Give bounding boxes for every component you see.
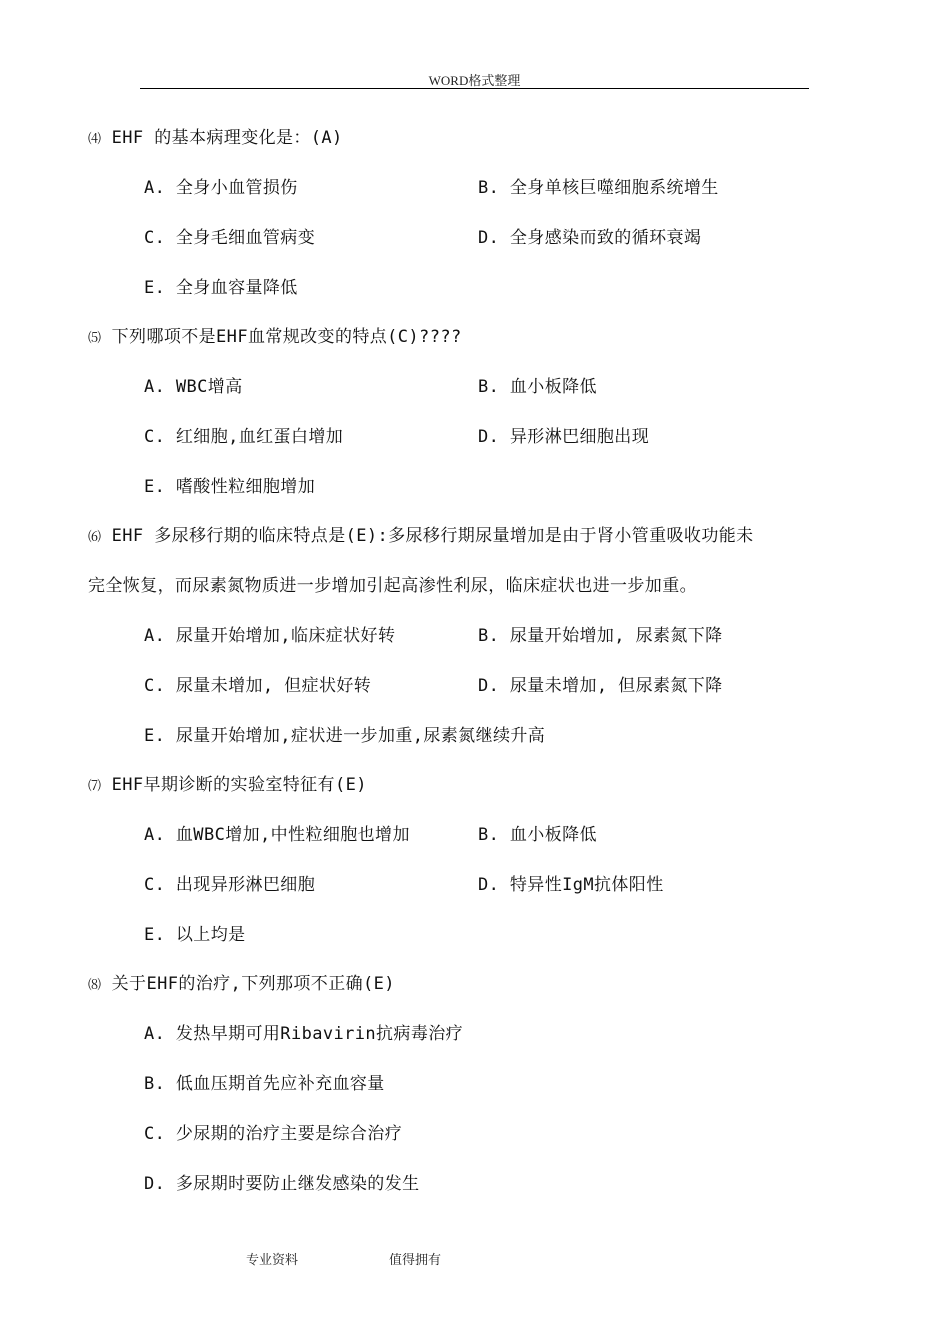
question-text: EHF 多尿移行期的临床特点是(E):多尿移行期尿量增加是由于肾小管重吸收功能未 (101, 526, 754, 546)
footer-left: 专业资料 (246, 1253, 299, 1268)
option-c: C. 全身毛细血管病变 (144, 228, 316, 248)
option-a: A. WBC增高 (144, 377, 243, 397)
option-d: D. 全身感染而致的循环衰竭 (478, 228, 702, 248)
question-number: ⑻ (88, 978, 102, 993)
option-d: D. 特异性IgM抗体阳性 (478, 875, 664, 895)
question-6 (88, 526, 754, 548)
question-8 (88, 974, 395, 996)
option-e: E. 以上均是 (144, 925, 246, 945)
option-d: D. 多尿期时要防止继发感染的发生 (144, 1174, 420, 1194)
option-c: C. 红细胞,血红蛋白增加 (144, 427, 344, 447)
question-7 (88, 775, 367, 797)
option-b: B. 血小板降低 (478, 377, 597, 397)
option-a: A. 全身小血管损伤 (144, 178, 298, 198)
option-b: B. 全身单核巨噬细胞系统增生 (478, 178, 719, 198)
question-text-continuation: 完全恢复，而尿素氮物质进一步增加引起高渗性利尿，临床症状也进一步加重。 (88, 576, 697, 596)
question-number: ⑺ (88, 779, 102, 794)
question-5 (88, 327, 462, 349)
option-e: E. 全身血容量降低 (144, 278, 298, 298)
option-b: B. 血小板降低 (478, 825, 597, 845)
option-a: A. 尿量开始增加,临床症状好转 (144, 626, 396, 646)
option-c: C. 尿量未增加, 但症状好转 (144, 676, 372, 696)
option-d: D. 尿量未增加, 但尿素氮下降 (478, 676, 723, 696)
question-text: EHF 的基本病理变化是：(A) (101, 128, 343, 148)
option-a: A. 发热早期可用Ribavirin抗病毒治疗 (144, 1024, 464, 1044)
option-d: D. 异形淋巴细胞出现 (478, 427, 650, 447)
question-text: 关于EHF的治疗,下列那项不正确(E) (101, 974, 395, 994)
header-rule (140, 88, 809, 89)
question-number: ⑷ (88, 132, 102, 147)
question-4 (88, 128, 343, 150)
option-a: A. 血WBC增加,中性粒细胞也增加 (144, 825, 410, 845)
question-number: ⑸ (88, 331, 102, 346)
option-e: E. 尿量开始增加,症状进一步加重,尿素氮继续升高 (144, 726, 546, 746)
option-e: E. 嗜酸性粒细胞增加 (144, 477, 316, 497)
question-text: EHF早期诊断的实验室特征有(E) (101, 775, 367, 795)
option-b: B. 低血压期首先应补充血容量 (144, 1074, 385, 1094)
option-b: B. 尿量开始增加, 尿素氮下降 (478, 626, 723, 646)
question-text: 下列哪项不是EHF血常规改变的特点(C)???? (101, 327, 462, 347)
option-c: C. 少尿期的治疗主要是综合治疗 (144, 1124, 403, 1144)
option-c: C. 出现异形淋巴细胞 (144, 875, 316, 895)
footer-right: 值得拥有 (389, 1253, 442, 1268)
page-header: WORD格式整理 (428, 73, 521, 88)
question-number: ⑹ (88, 530, 102, 545)
